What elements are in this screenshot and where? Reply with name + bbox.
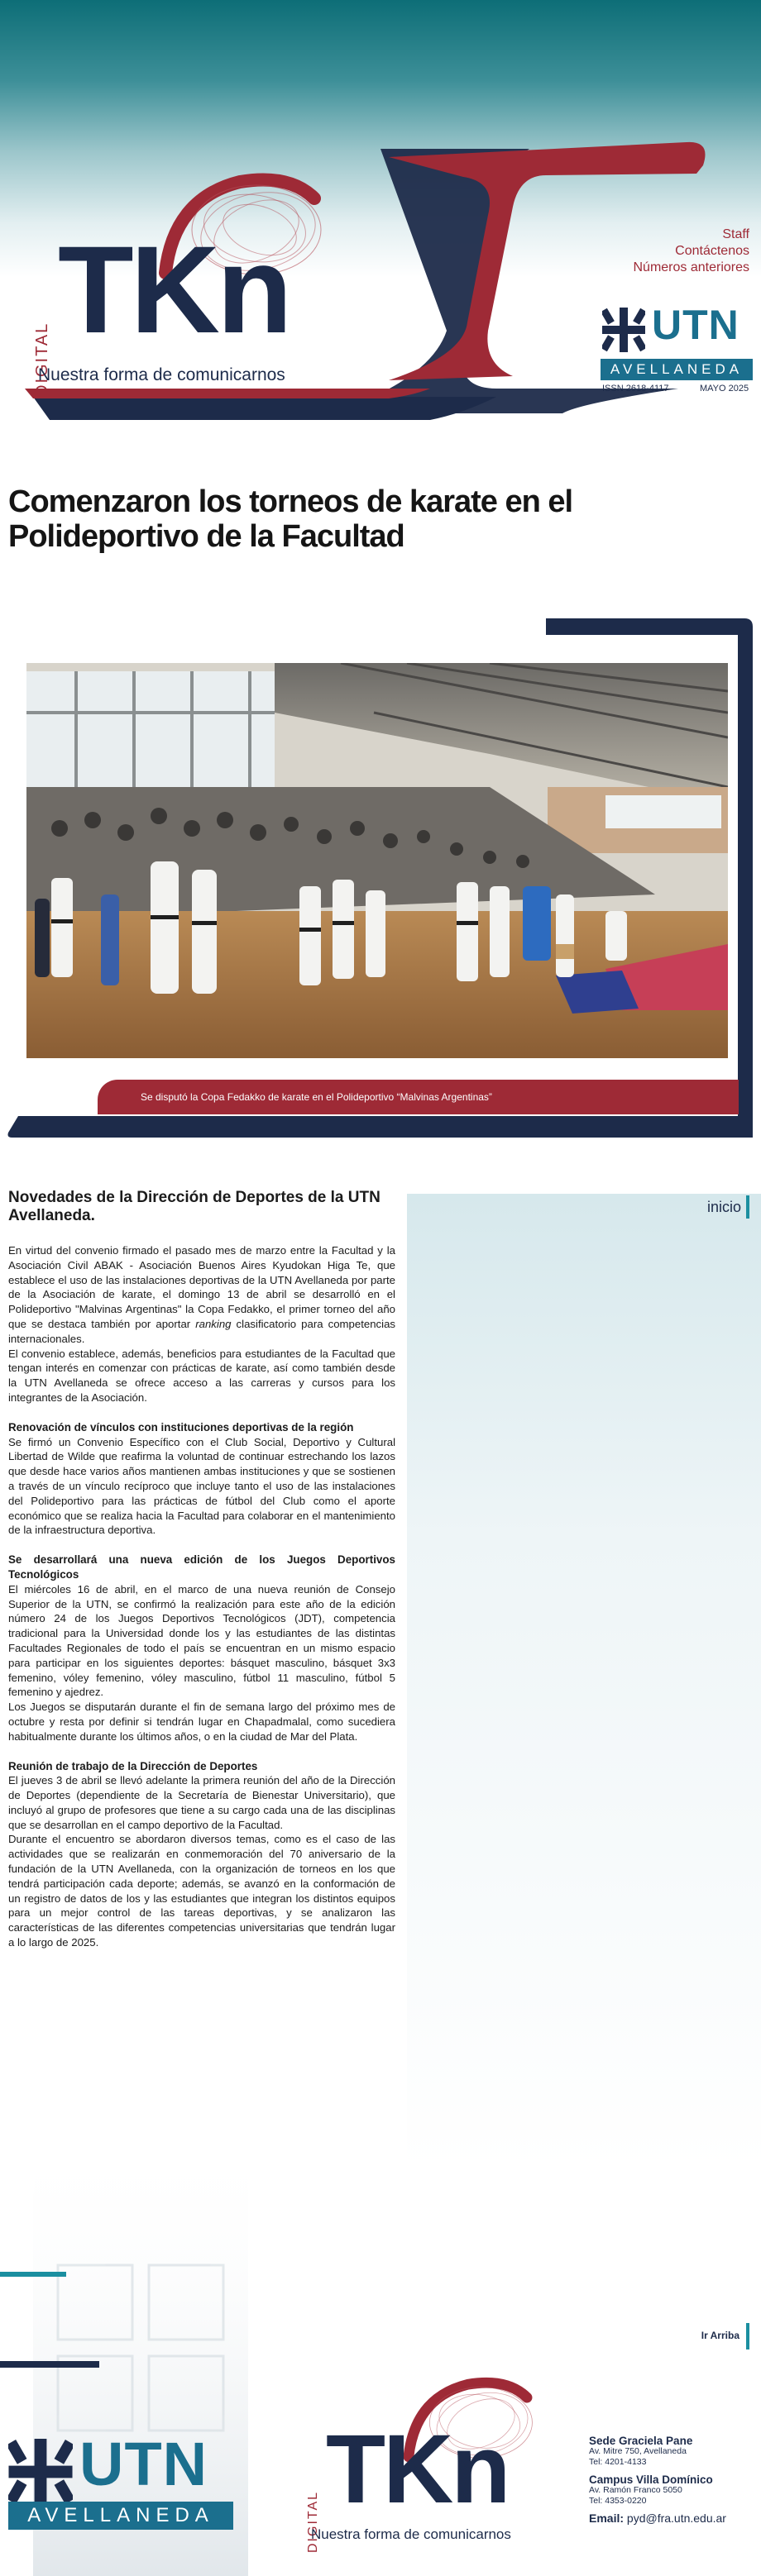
back-to-top-accent-bar	[746, 2323, 749, 2349]
campus-address: Av. Mitre 750, Avellaneda	[589, 2446, 687, 2456]
article-title: Comenzaron los torneos de karate en el Polideportivo de la Facultad	[8, 484, 573, 554]
tkn-digital-label: DIGITAL	[33, 322, 51, 397]
email-link[interactable]: pyd@fra.utn.edu.ar	[626, 2512, 726, 2525]
staff-link[interactable]: Staff	[722, 227, 749, 241]
footer-tkn-logo[interactable]	[306, 2371, 538, 2561]
issn-number: ISSN 2618-4117	[602, 384, 669, 394]
edition-date: MAYO 2025	[700, 384, 749, 394]
tkn-wordmark: TKn	[326, 2415, 509, 2524]
section-title: Se desarrollará una nueva edición de los Juegos Deportivos Tecnológicos	[8, 1553, 395, 1581]
section-title: Renovación de vínculos con instituciones deportivas de la región	[8, 1420, 354, 1433]
article-body	[8, 1189, 395, 1950]
utn-wordmark: UTN	[79, 2430, 208, 2498]
utn-campus-label: AVELLANEDA	[8, 2502, 233, 2530]
contact-email	[589, 2513, 726, 2524]
back-to-top-link[interactable]: Ir Arriba	[701, 2330, 739, 2341]
footer-accent-line	[0, 2272, 66, 2277]
tkn-slogan: Nuestra forma de comunicarnos	[311, 2526, 511, 2542]
tkn-logo[interactable]	[33, 165, 331, 405]
contact-info	[589, 2435, 726, 2524]
article-heading: Novedades de la Dirección de Deportes de la UTN Avellaneda.	[8, 1189, 380, 1224]
utn-emblem-icon	[602, 308, 645, 352]
header-links	[634, 227, 750, 276]
utn-campus-label: AVELLANEDA	[601, 359, 753, 380]
paragraph	[8, 1243, 395, 1347]
campus-address: Av. Ramón Franco 5050	[589, 2485, 682, 2495]
tkn-wordmark: TKn	[58, 220, 290, 359]
utn-avellaneda-logo[interactable]	[601, 302, 753, 380]
paragraph: Los Juegos se disputarán durante el fin de semana largo del próximo mes de octubre y resta por definir si tendrán lugar en Chapadmalal, como sucediera habitualmente durante los últimos años, o en la ciudad de Mar del Plata.	[8, 1701, 395, 1743]
tkn-slogan: Nuestra forma de comunicarnos	[38, 365, 285, 384]
paragraph: El convenio establece, además, beneficios para estudiantes de la Facultad que tengan interés en comenzar con prácticas de karate, así como también desde la UTN Avellaneda se ofrece acceso a las carreras y cursos para los integrantes de la Asociación.	[8, 1347, 395, 1404]
paragraph-text: clasificatorio para competencias internacionales.	[8, 1317, 395, 1345]
footer-utn-logo[interactable]	[8, 2430, 233, 2530]
campus-phone: Tel: 4353-0220	[589, 2496, 647, 2506]
paragraph-text: En virtud del convenio firmado el pasado mes de marzo entre la Facultad y la Asociación Civil ABAK - Asociación Buenos Aires Kyudokan Higa Te, que establece el uso de las instalaciones deportivas de la UTN Avellaneda por parte de la Asociación de karate, el domingo 13 de abril se desarrolló en el Polideportivo "Malvinas Argentinas" la Copa Fedakko, el primer torneo del año que se destaca también por aportar	[8, 1244, 395, 1330]
tkn-digital-label: DIGITAL	[306, 2490, 320, 2553]
sidebar-panel	[407, 1194, 761, 2169]
paragraph: El jueves 3 de abril se llevó adelante la primera reunión del año de la Dirección de Deportes (dependiente de la Secretaría de Bienestar Universitario), que incluyó al grupo de profesores que tiene a su cargo cada una de las disciplinas que se desarrollan en el campo deportivo de la Facultad.	[8, 1774, 395, 1831]
ranking-term: ranking	[195, 1317, 232, 1330]
campus-name: Campus Villa Domínico	[589, 2473, 713, 2486]
section-title: Reunión de trabajo de la Dirección de Deportes	[8, 1759, 258, 1772]
contact-link[interactable]: Contáctenos	[675, 244, 749, 258]
footer-accent-line	[0, 2361, 99, 2368]
paragraph: El miércoles 16 de abril, en el marco de una nueva reunión de Consejo Superior de la UTN, se confirmó la realización para este año de la edición número 24 de los Juegos Deportivos Tecnológicos (JDT), competencia tradicional para la Universidad donde los y las estudiantes de las distintas Facultades Regionales de todo el país se encuentran en un mismo espacio para participar en los siguientes deportes: básquet masculino, básquet 3x3 femenino, vóley femenino, vóley masculino, fútbol 11 masculino, fútbol 5 femenino y ajedrez.	[8, 1582, 395, 1699]
inicio-accent-bar	[746, 1195, 749, 1219]
campus-name: Sede Graciela Pane	[589, 2435, 693, 2447]
paragraph: Se firmó un Convenio Específico con el Club Social, Deportivo y Cultural Libertad de Wilde que reafirma la voluntad de continuar estrechando los lazos que desde hace varios años mantienen ambas instituciones y que se sostienen a través de un vínculo recíproco que incluye tanto el uso de las instalaciones del Polideportivo para las prácticas de fútbol del Club como el aporte económico que se realiza hacia la Facultad para colaborar en el mantenimiento de la infraestructura deportiva.	[8, 1435, 395, 1537]
utn-wordmark: UTN	[652, 302, 739, 348]
photo-caption: Se disputó la Copa Fedakko de karate en el Polideportivo “Malvinas Argentinas”	[141, 1091, 492, 1103]
campus-phone: Tel: 4201-4133	[589, 2457, 647, 2467]
paragraph: Durante el encuentro se abordaron diversos temas, como es el caso de las actividades que se realizarán en conmemoración del 70 aniversario de la fundación de la UTN Avellaneda, con la organización de torneos en los que tendrá participación cada deporte; además, se avanzó en la conformación de un registro de datos de los y las estudiantes que integran los distintos equipos para un mejor control de las tareas deportivas, y se analizaron las características de las diferentes competencias universitarias que tendrán lugar a lo largo de 2025.	[8, 1833, 395, 1949]
gym-scene	[26, 663, 728, 1058]
karate-tournament-photo	[26, 663, 728, 1058]
photo-block	[0, 612, 761, 1149]
previous-issues-link[interactable]: Números anteriores	[633, 260, 749, 274]
inicio-link[interactable]: inicio	[706, 1199, 741, 1215]
utn-emblem-icon	[8, 2439, 73, 2505]
email-label: Email:	[589, 2512, 625, 2525]
header-banner	[0, 0, 761, 446]
